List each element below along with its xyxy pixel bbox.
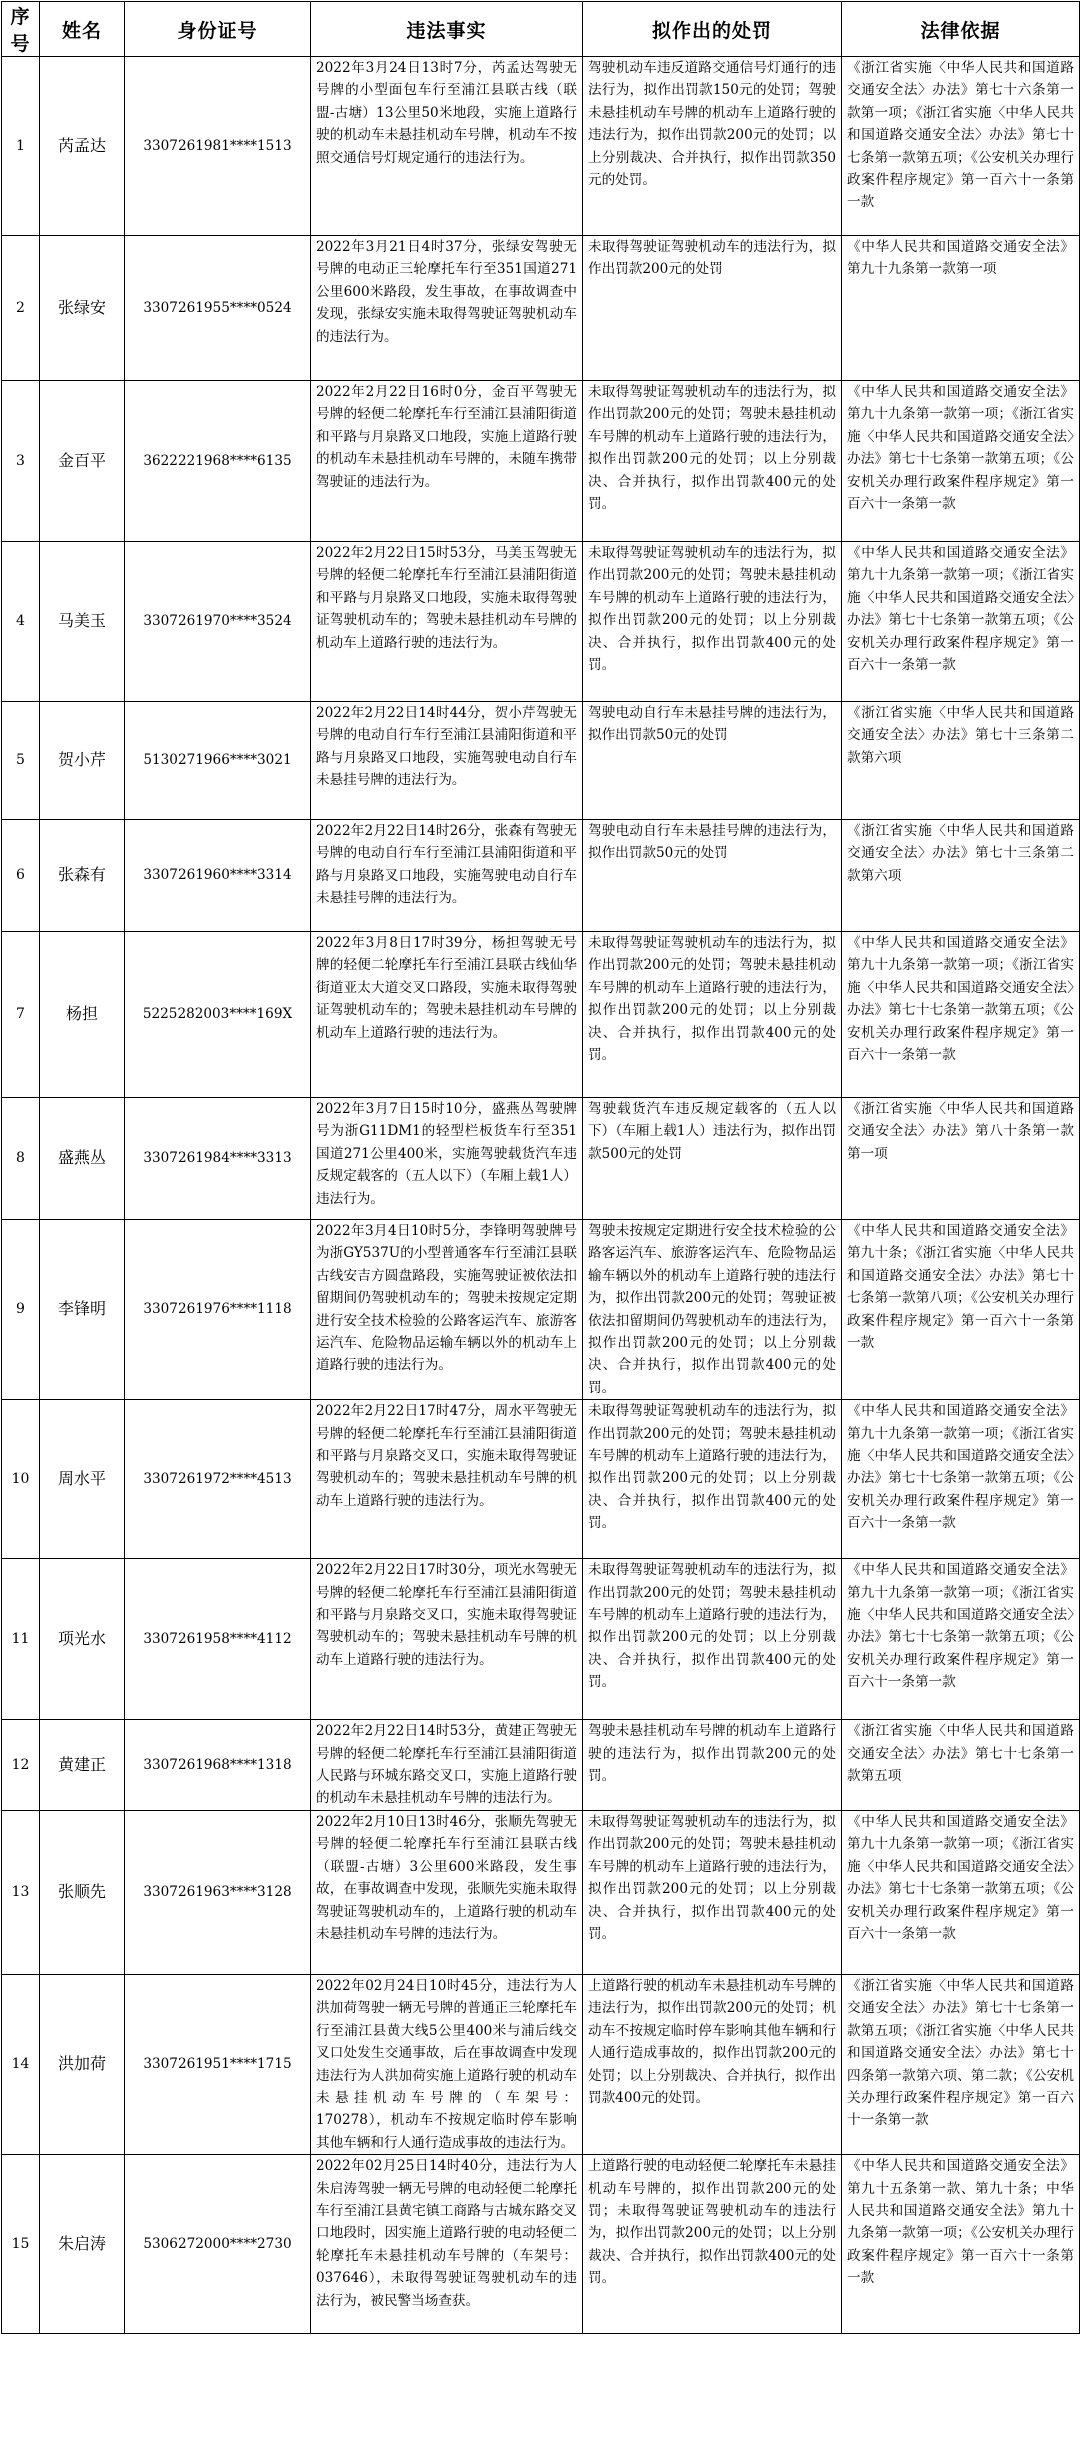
row-name: 盛燕丛 [40, 1098, 125, 1220]
row-proposed-penalty: 未取得驾驶证驾驶机动车的违法行为，拟作出罚款200元的处罚；驾驶未悬挂机动车号牌的机动车上道路行驶的违法行为，拟作出罚款200元的处罚；以上分别裁决、合并执行，拟作出罚款400元的处罚。 [583, 932, 842, 1098]
header-id-number: 身份证号 [125, 2, 311, 57]
row-violation-facts: 2022年3月21日4时37分，张绿安驾驶无号牌的电动正三轮摩托车行至351国道271公里600米路段，发生事故，在事故调查中发现，张绿安实施未取得驾驶证驾驶机动车的违法行为。 [311, 236, 583, 381]
row-name: 张绿安 [40, 236, 125, 381]
row-legal-basis: 《中华人民共和国道路交通安全法》第九十九条第一款第一项；《浙江省实施〈中华人民共和国道路交通安全法〉办法》第七十七条第一款第五项；《公安机关办理行政案件程序规定》第一百六十一条第一款 [842, 1810, 1080, 1974]
row-id-number: 3622221968****6135 [125, 381, 311, 542]
row-violation-facts: 2022年3月24日13时7分，芮孟达驾驶无号牌的小型面包车行至浦江县联古线（联盟-古塘）13公里50米地段，实施上道路行驶的机动车未悬挂机动车号牌，机动车不按照交通信号灯规定通行的违法行为。 [311, 57, 583, 236]
row-index: 14 [2, 1974, 40, 2154]
row-violation-facts: 2022年2月22日15时53分，马美玉驾驶无号牌的轻便二轮摩托车行至浦江县浦阳街道和平路与月泉路叉口地段，实施未取得驾驶证驾驶机动车的；驾驶未悬挂机动车号牌的机动车上道路行驶的违法行为。 [311, 542, 583, 702]
row-proposed-penalty: 驾驶电动自行车未悬挂号牌的违法行为，拟作出罚款50元的处罚 [583, 820, 842, 932]
table-row [2, 1098, 1080, 1220]
row-index: 3 [2, 381, 40, 542]
row-legal-basis: 《浙江省实施〈中华人民共和国道路交通安全法〉办法》第八十条第一款第一项 [842, 1098, 1080, 1220]
row-violation-facts: 2022年02月25日14时40分，违法行为人朱启涛驾驶一辆无号牌的电动轻便二轮摩托车行至浦江县黄宅镇工商路与古城东路交叉口地段时，因实施上道路行驶的电动轻便二轮摩托车未悬挂机动车号牌的（车架号：037646），未取得驾驶证驾驶机动车的违法行为，被民警当场查获。 [311, 2155, 583, 2334]
row-index: 4 [2, 542, 40, 702]
row-legal-basis: 《浙江省实施〈中华人民共和国道路交通安全法〉办法》第七十六条第一款第一项；《浙江省实施〈中华人民共和国道路交通安全法〉办法》第七十七条第一款第五项；《公安机关办理行政案件程序规定》第一百六十一条第一款 [842, 57, 1080, 236]
table-row [2, 1974, 1080, 2154]
row-violation-facts: 2022年2月22日14时53分，黄建正驾驶无号牌的轻便二轮摩托车行至浦江县浦阳街道人民路与环城东路交叉口，实施上道路行驶的机动车未悬挂机动车号牌的违法行为。 [311, 1720, 583, 1811]
row-legal-basis: 《中华人民共和国道路交通安全法》第九十九条第一款第一项；《浙江省实施〈中华人民共和国道路交通安全法〉办法》第七十七条第一款第五项；《公安机关办理行政案件程序规定》第一百六十一条第一款 [842, 542, 1080, 702]
row-id-number: 3307261972****4513 [125, 1400, 311, 1559]
row-legal-basis: 《中华人民共和国道路交通安全法》第九十九条第一款第一项；《浙江省实施〈中华人民共和国道路交通安全法〉办法》第七十七条第一款第五项；《公安机关办理行政案件程序规定》第一百六十一条第一款 [842, 381, 1080, 542]
row-violation-facts: 2022年2月22日17时47分，周水平驾驶无号牌的轻便二轮摩托车行至浦江县浦阳街道和平路与月泉路交叉口，实施未取得驾驶证驾驶机动车的；驾驶未悬挂机动车号牌的机动车上道路行驶的违法行为。 [311, 1400, 583, 1559]
header-index: 序号 [2, 2, 40, 57]
row-id-number: 3307261970****3524 [125, 542, 311, 702]
row-index: 10 [2, 1400, 40, 1559]
row-index: 7 [2, 932, 40, 1098]
row-legal-basis: 《浙江省实施〈中华人民共和国道路交通安全法〉办法》第七十三条第二款第六项 [842, 820, 1080, 932]
row-name: 黄建正 [40, 1720, 125, 1811]
table-row [2, 542, 1080, 702]
row-id-number: 3307261984****3313 [125, 1098, 311, 1220]
row-legal-basis: 《中华人民共和国道路交通安全法》第九十九条第一款第一项 [842, 236, 1080, 381]
row-name: 张顺先 [40, 1810, 125, 1974]
row-proposed-penalty: 驾驶载货汽车违反规定载客的（五人以下）（车厢上载1人）违法行为，拟作出罚款500元的处罚 [583, 1098, 842, 1220]
row-index: 13 [2, 1810, 40, 1974]
row-index: 12 [2, 1720, 40, 1811]
row-legal-basis: 《中华人民共和国道路交通安全法》第九十条；《浙江省实施〈中华人民共和国道路交通安全法〉办法》第七十七条第一款第八项；《公安机关办理行政案件程序规定》第一百六十一条第一款 [842, 1220, 1080, 1400]
row-legal-basis: 《中华人民共和国道路交通安全法》第九十九条第一款第一项；《浙江省实施〈中华人民共和国道路交通安全法〉办法》第七十七条第一款第五项；《公安机关办理行政案件程序规定》第一百六十一条第一款 [842, 1400, 1080, 1559]
row-violation-facts: 2022年3月7日15时10分，盛燕丛驾驶牌号为浙G11DM1的轻型栏板货车行至351国道271公里400米，实施驾驶载货汽车违反规定载客的（五人以下）（车厢上载1人）违法行为。 [311, 1098, 583, 1220]
row-id-number: 5130271966****3021 [125, 702, 311, 820]
table-header [2, 2, 1080, 57]
row-index: 9 [2, 1220, 40, 1400]
row-proposed-penalty: 未取得驾驶证驾驶机动车的违法行为，拟作出罚款200元的处罚；驾驶未悬挂机动车号牌的机动车上道路行驶的违法行为，拟作出罚款200元的处罚；以上分别裁决、合并执行，拟作出罚款400元的处罚。 [583, 1400, 842, 1559]
row-index: 1 [2, 57, 40, 236]
row-index: 8 [2, 1098, 40, 1220]
penalty-table [1, 1, 1080, 2334]
row-violation-facts: 2022年2月10日13时46分，张顺先驾驶无号牌的轻便二轮摩托车行至浦江县联古线（联盟-古塘）3公里600米路段，发生事故，在事故调查中发现，张顺先实施未取得驾驶证驾驶机动车的，上道路行驶的机动车未悬挂机动车号牌的违法行为。 [311, 1810, 583, 1974]
row-violation-facts: 2022年2月22日14时26分，张森有驾驶无号牌的电动自行车行至浦江县浦阳街道和平路与月泉路叉口地段，实施驾驶电动自行车未悬挂号牌的违法行为。 [311, 820, 583, 932]
row-name: 贺小芹 [40, 702, 125, 820]
row-proposed-penalty: 驾驶未按规定定期进行安全技术检验的公路客运汽车、旅游客运汽车、危险物品运输车辆以外的机动车上道路行驶的违法行为，拟作出罚款200元的处罚；驾驶证被依法扣留期间仍驾驶机动车的违法行为，拟作出罚款200元的处罚；以上分别裁决、合并执行，拟作出罚款400元的处罚。 [583, 1220, 842, 1400]
header-proposed-penalty: 拟作出的处罚 [583, 2, 842, 57]
row-index: 5 [2, 702, 40, 820]
row-id-number: 3307261955****0524 [125, 236, 311, 381]
row-proposed-penalty: 上道路行驶的机动车未悬挂机动车号牌的违法行为，拟作出罚款200元的处罚；机动车不按规定临时停车影响其他车辆和行人通行造成事故的，拟作出罚款200元的处罚；以上分别裁决、合并执行，拟作出罚款400元的处罚。 [583, 1974, 842, 2154]
header-legal-basis: 法律依据 [842, 2, 1080, 57]
penalty-notice-sheet [0, 1, 1080, 2446]
row-name: 李锋明 [40, 1220, 125, 1400]
row-index: 11 [2, 1559, 40, 1720]
table-row [2, 820, 1080, 932]
row-proposed-penalty: 驾驶未悬挂机动车号牌的机动车上道路行驶的违法行为，拟作出罚款200元的处罚。 [583, 1720, 842, 1811]
row-proposed-penalty: 驾驶电动自行车未悬挂号牌的违法行为，拟作出罚款50元的处罚 [583, 702, 842, 820]
row-violation-facts: 2022年3月8日17时39分，杨担驾驶无号牌的轻便二轮摩托车行至浦江县联古线仙华街道亚太大道交叉口路段，实施未取得驾驶证驾驶机动车的；驾驶未悬挂机动车号牌的机动车上道路行驶的违法行为。 [311, 932, 583, 1098]
row-proposed-penalty: 未取得驾驶证驾驶机动车的违法行为，拟作出罚款200元的处罚；驾驶未悬挂机动车号牌的机动车上道路行驶的违法行为，拟作出罚款200元的处罚；以上分别裁决、合并执行，拟作出罚款400元的处罚。 [583, 1559, 842, 1720]
row-id-number: 3307261958****4112 [125, 1559, 311, 1720]
table-row [2, 2155, 1080, 2334]
row-legal-basis: 《中华人民共和国道路交通安全法》第九十五条第一款、第九十条；中华人民共和国道路交通安全法》第九十九条第一款第一项；《公安机关办理行政案件程序规定》第一百六十一条第一款 [842, 2155, 1080, 2334]
header-row [2, 2, 1080, 57]
row-violation-facts: 2022年2月22日17时30分，项光水驾驶无号牌的轻便二轮摩托车行至浦江县浦阳街道和平路与月泉路交叉口，实施未取得驾驶证驾驶机动车的；驾驶未悬挂机动车号牌的机动车上道路行驶的违法行为。 [311, 1559, 583, 1720]
row-proposed-penalty: 未取得驾驶证驾驶机动车的违法行为，拟作出罚款200元的处罚；驾驶未悬挂机动车号牌的机动车上道路行驶的违法行为，拟作出罚款200元的处罚；以上分别裁决、合并执行，拟作出罚款400元的处罚。 [583, 1810, 842, 1974]
row-name: 朱启涛 [40, 2155, 125, 2334]
row-index: 2 [2, 236, 40, 381]
row-name: 芮孟达 [40, 57, 125, 236]
row-name: 张森有 [40, 820, 125, 932]
row-violation-facts: 2022年02月24日10时45分，违法行为人洪加荷驾驶一辆无号牌的普通正三轮摩托车行至浦江县黄大线5公里400米与浦后线交叉口处发生交通事故，后在事故调查中发现违法行为人洪加荷实施上道路行驶的机动车未悬挂机动车号牌的（车架号：170278），机动车不按规定临时停车影响其他车辆和行人通行造成事故的违法行为。 [311, 1974, 583, 2154]
row-index: 6 [2, 820, 40, 932]
table-row [2, 1400, 1080, 1559]
row-name: 马美玉 [40, 542, 125, 702]
row-legal-basis: 《中华人民共和国道路交通安全法》第九十九条第一款第一项；《浙江省实施〈中华人民共和国道路交通安全法〉办法》第七十七条第一款第五项；《公安机关办理行政案件程序规定》第一百六十一条第一款 [842, 1559, 1080, 1720]
row-legal-basis: 《浙江省实施〈中华人民共和国道路交通安全法〉办法》第七十七条第一款第五项；《浙江省实施〈中华人民共和国道路交通安全法〉办法》第七十四条第一款第六项、第二款；《公安机关办理行政案件程序规定》第一百六十一条第一款 [842, 1974, 1080, 2154]
row-proposed-penalty: 未取得驾驶证驾驶机动车的违法行为，拟作出罚款200元的处罚；驾驶未悬挂机动车号牌的机动车上道路行驶的违法行为，拟作出罚款200元的处罚；以上分别裁决、合并执行，拟作出罚款400元的处罚。 [583, 381, 842, 542]
row-id-number: 3307261968****1318 [125, 1720, 311, 1811]
table-row [2, 932, 1080, 1098]
table-row [2, 236, 1080, 381]
row-proposed-penalty: 未取得驾驶证驾驶机动车的违法行为，拟作出罚款200元的处罚 [583, 236, 842, 381]
row-legal-basis: 《浙江省实施〈中华人民共和国道路交通安全法〉办法》第七十三条第二款第六项 [842, 702, 1080, 820]
row-proposed-penalty: 驾驶机动车违反道路交通信号灯通行的违法行为，拟作出罚款150元的处罚；驾驶未悬挂机动车号牌的机动车上道路行驶的违法行为，拟作出罚款200元的处罚；以上分别裁决、合并执行，拟作出罚款350元的处罚。 [583, 57, 842, 236]
table-row [2, 381, 1080, 542]
table-body [2, 57, 1080, 2334]
row-name: 洪加荷 [40, 1974, 125, 2154]
row-legal-basis: 《中华人民共和国道路交通安全法》第九十九条第一款第一项；《浙江省实施〈中华人民共和国道路交通安全法〉办法》第七十七条第一款第五项；《公安机关办理行政案件程序规定》第一百六十一条第一款 [842, 932, 1080, 1098]
header-name: 姓名 [40, 2, 125, 57]
row-legal-basis: 《浙江省实施〈中华人民共和国道路交通安全法〉办法》第七十七条第一款第五项 [842, 1720, 1080, 1811]
row-name: 项光水 [40, 1559, 125, 1720]
row-id-number: 5225282003****169X [125, 932, 311, 1098]
table-row [2, 1720, 1080, 1811]
row-id-number: 5306272000****2730 [125, 2155, 311, 2334]
row-violation-facts: 2022年2月22日14时44分，贺小芹驾驶无号牌的电动自行车行至浦江县浦阳街道和平路与月泉路叉口地段，实施驾驶电动自行车未悬挂号牌的违法行为。 [311, 702, 583, 820]
row-violation-facts: 2022年2月22日16时0分，金百平驾驶无号牌的轻便二轮摩托车行至浦江县浦阳街道和平路与月泉路叉口地段，实施上道路行驶的机动车未悬挂机动车号牌的，未随车携带驾驶证的违法行为。 [311, 381, 583, 542]
row-index: 15 [2, 2155, 40, 2334]
table-row [2, 1559, 1080, 1720]
table-row [2, 702, 1080, 820]
table-row [2, 57, 1080, 236]
table-row [2, 1810, 1080, 1974]
row-name: 杨担 [40, 932, 125, 1098]
table-row [2, 1220, 1080, 1400]
row-name: 周水平 [40, 1400, 125, 1559]
row-id-number: 3307261951****1715 [125, 1974, 311, 2154]
row-id-number: 3307261976****1118 [125, 1220, 311, 1400]
row-proposed-penalty: 未取得驾驶证驾驶机动车的违法行为，拟作出罚款200元的处罚；驾驶未悬挂机动车号牌的机动车上道路行驶的违法行为，拟作出罚款200元的处罚；以上分别裁决、合并执行，拟作出罚款400元的处罚。 [583, 542, 842, 702]
row-id-number: 3307261960****3314 [125, 820, 311, 932]
row-proposed-penalty: 上道路行驶的电动轻便二轮摩托车未悬挂机动车号牌的，拟作出罚款200元的处罚；未取得驾驶证驾驶机动车的违法行为，拟作出罚款200元的处罚；以上分别裁决、合并执行，拟作出罚款400元的处罚。 [583, 2155, 842, 2334]
row-name: 金百平 [40, 381, 125, 542]
row-violation-facts: 2022年3月4日10时5分，李锋明驾驶牌号为浙GY537U的小型普通客车行至浦江县联古线安吉方圆盘路段，实施驾驶证被依法扣留期间仍驾驶机动车的；驾驶未按规定定期进行安全技术检验的公路客运汽车、旅游客运汽车、危险物品运输车辆以外的机动车上道路行驶的违法行为。 [311, 1220, 583, 1400]
row-id-number: 3307261981****1513 [125, 57, 311, 236]
row-id-number: 3307261963****3128 [125, 1810, 311, 1974]
header-violation-facts: 违法事实 [311, 2, 583, 57]
